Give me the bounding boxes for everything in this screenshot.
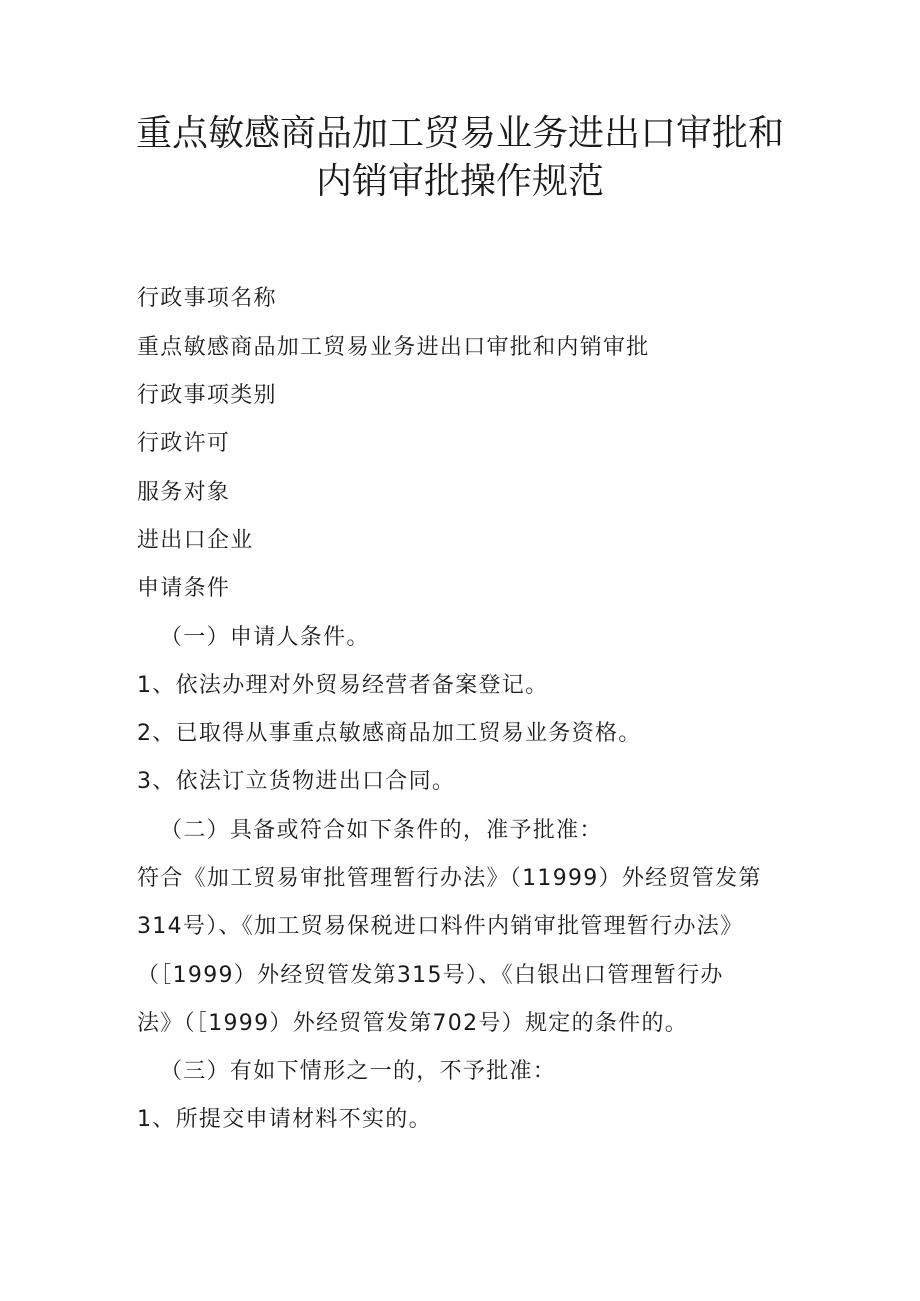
document-title-line-2: 内销审批操作规范	[315, 161, 604, 202]
paragraph-line-4: 法》（［1999）外经贸管发第702号）规定的条件的。	[137, 1011, 689, 1036]
condition-item-1: 1、依法办理对外贸易经营者备案登记。	[137, 673, 549, 698]
subsection-approval-conditions: （二）具备或符合如下条件的，准予批准：	[160, 818, 603, 843]
paragraph-line-2: 314号）、《加工贸易保税进口料件内销审批管理暂行办法》	[137, 914, 744, 939]
service-target-value: 进出口企业	[137, 528, 254, 553]
condition-item-3: 3、依法订立货物进出口合同。	[137, 769, 456, 794]
item-category-value: 行政许可	[137, 431, 231, 456]
subsection-applicant-conditions: （一）申请人条件。	[160, 625, 370, 650]
section-heading-item-name: 行政事项名称	[137, 286, 277, 311]
condition-item-2: 2、已取得从事重点敏感商品加工贸易业务资格。	[137, 721, 642, 746]
section-heading-service-target: 服务对象	[137, 480, 231, 505]
subsection-rejection-conditions: （三）有如下情形之一的，不予批准：	[160, 1059, 557, 1084]
paragraph-line-3: （［1999）外经贸管发第315号）、《白银出口管理暂行办	[137, 963, 724, 988]
section-heading-item-category: 行政事项类别	[137, 383, 277, 408]
section-heading-application-conditions: 申请条件	[137, 576, 231, 601]
paragraph-line-1: 符合《加工贸易审批管理暂行办法》（11999）外经贸管发第	[137, 866, 762, 891]
item-name-value: 重点敏感商品加工贸易业务进出口审批和内销审批	[137, 335, 650, 360]
document-title-line-1: 重点敏感商品加工贸易业务进出口审批和	[135, 113, 784, 154]
rejection-item-1: 1、所提交申请材料不实的。	[137, 1107, 432, 1132]
